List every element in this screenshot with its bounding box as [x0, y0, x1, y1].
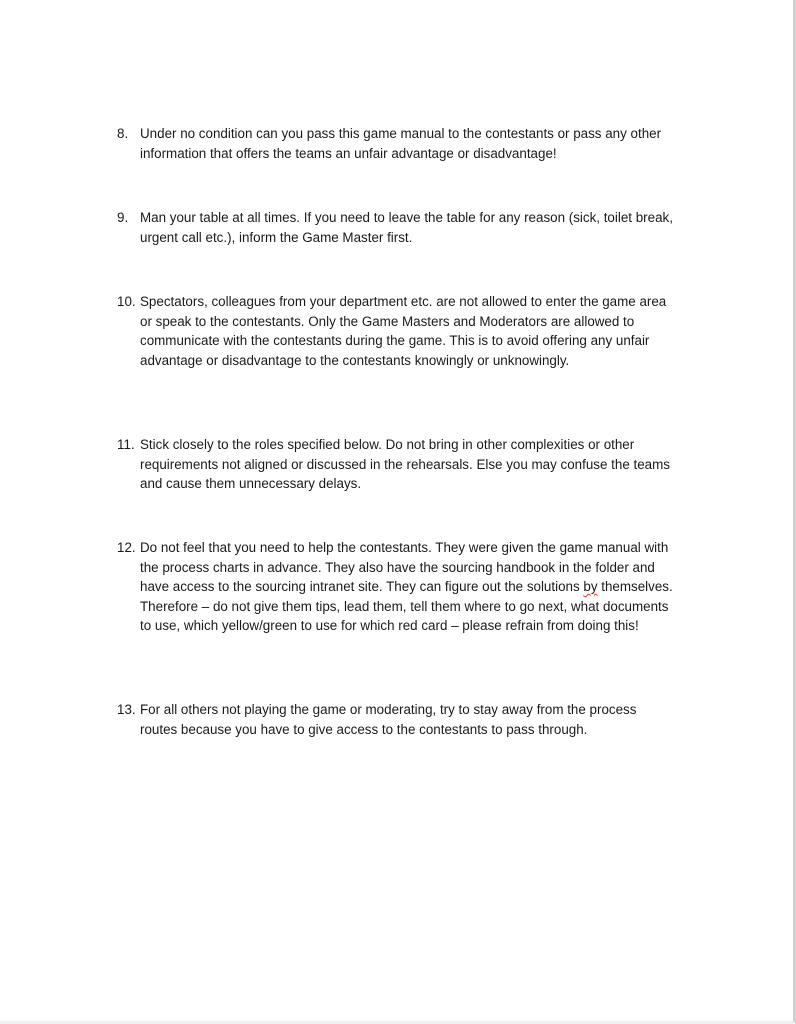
- item-number: 10.: [117, 294, 136, 309]
- list-item-12: [117, 538, 677, 636]
- spellcheck-flagged-word[interactable]: by: [583, 579, 598, 594]
- item-text: For all others not playing the game or moderating, try to stay away from the process routes because you have to give access to the contestants to pass through.: [140, 702, 637, 737]
- item-text: Man your table at all times. If you need to leave the table for any reason (sick, toilet break, urgent call etc.), inform the Game Master first.: [140, 210, 673, 245]
- list-item-8: [117, 124, 677, 163]
- item-text-part: themselves. Therefore – do not give them tips, lead them, tell them where to go next, what documents to use, which yellow/green to use for which red card – please refrain from doing this!: [140, 579, 673, 633]
- item-number: 11.: [117, 437, 135, 452]
- item-number: 12.: [117, 540, 136, 555]
- item-number: 8.: [117, 126, 129, 141]
- list-item-9: [117, 208, 677, 247]
- item-text: Under no condition can you pass this game manual to the contestants or pass any other information that offers the teams an unfair advantage or disadvantage!: [140, 126, 662, 161]
- item-text: Stick closely to the roles specified below. Do not bring in other complexities or other requirements not aligned or discussed in the rehearsals. Else you may confuse the teams and cause them unnecessary delays.: [140, 437, 670, 491]
- list-item-13: [117, 700, 677, 739]
- item-text: [140, 538, 677, 636]
- list-item-11: [117, 435, 677, 494]
- list-item-10: [117, 292, 677, 370]
- item-text: Spectators, colleagues from your department etc. are not allowed to enter the game area or speak to the contestants. Only the Game Masters and Moderators are allowed to communicate with the contestants during the game. This is to avoid offering any unfair advantage or disadvantage to the contestants knowingly or unknowingly.: [140, 294, 667, 368]
- item-text-part: Do not feel that you need to help the contestants. They were given the game manual with the process charts in advance. They also have the sourcing handbook in the folder and have access to the sourcing intranet site. They can figure out the solutions: [140, 540, 669, 594]
- item-number: 13.: [117, 702, 136, 717]
- item-number: 9.: [117, 210, 129, 225]
